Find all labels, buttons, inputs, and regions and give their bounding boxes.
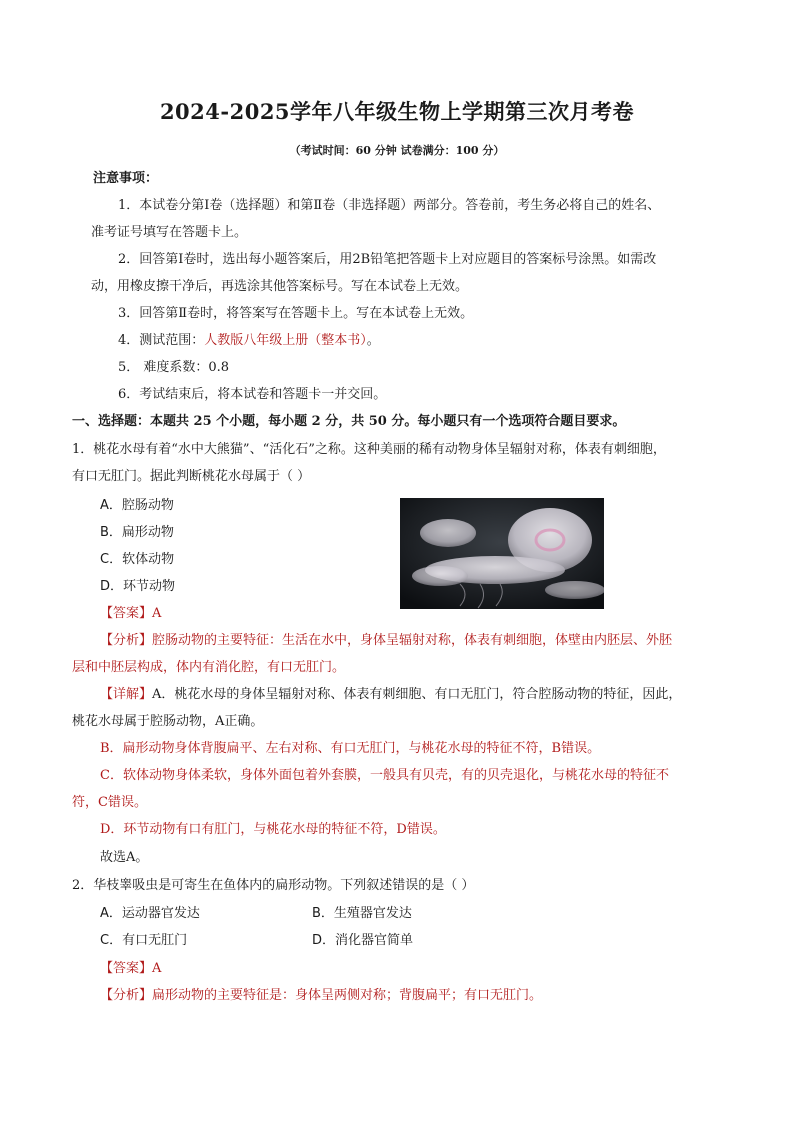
q1-detail-c1: C．软体动物身体柔软，身体外面包着外套膜，一般具有贝壳，有的贝壳退化，与桃花水母的特征不 bbox=[100, 768, 669, 783]
q2-answer-tag: 【答案】 bbox=[100, 961, 153, 976]
note-4-label: 4．测试范围： bbox=[118, 333, 205, 348]
note-4-end: 。 bbox=[366, 333, 380, 348]
note-2a: 2．回答第Ⅰ卷时，选出每小题答案后，用2B铅笔把答题卡上对应题目的答案标号涂黑。如需改 bbox=[118, 252, 657, 267]
note-3: 3．回答第Ⅱ卷时，将答案写在答题卡上。写在本试卷上无效。 bbox=[118, 306, 474, 321]
q1-analysis-tag: 【分析】 bbox=[100, 633, 153, 648]
q2-option-b: B．生殖器官发达 bbox=[312, 906, 412, 921]
note-2b: 动，用橡皮擦干净后，再选涂其他答案标号。写在本试卷上无效。 bbox=[91, 279, 469, 294]
q1-conclusion: 故选A。 bbox=[100, 850, 149, 865]
q2-option-a: A．运动器官发达 bbox=[100, 906, 200, 921]
q1-option-d: D．环节动物 bbox=[100, 579, 176, 594]
note-6: 6．考试结束后，将本试卷和答题卡一并交回。 bbox=[118, 387, 387, 402]
q2-option-d: D．消化器官简单 bbox=[312, 933, 414, 948]
q1-option-b: B．扁形动物 bbox=[100, 525, 174, 540]
q1-detail-c2: 符，C错误。 bbox=[72, 795, 147, 810]
page-title: 2024-2025学年八年级生物上学期第三次月考卷 bbox=[159, 99, 635, 124]
q1-analysis-line2: 层和中胚层构成，体内有消化腔，有口无肛门。 bbox=[72, 660, 346, 675]
q1-analysis-line1 bbox=[100, 632, 672, 650]
q2-option-c: C．有口无肛门 bbox=[100, 933, 188, 948]
q2-analysis bbox=[100, 987, 542, 1005]
q1-stem-line2: 有口无肛门。据此判断桃花水母属于（ ） bbox=[72, 469, 311, 484]
note-1a: 1．本试卷分第Ⅰ卷（选择题）和第Ⅱ卷（非选择题）两部分。答卷前，考生务必将自己的姓名、 bbox=[118, 198, 661, 213]
note-1b: 准考证号填写在答题卡上。 bbox=[91, 225, 248, 240]
q1-answer-value: A bbox=[152, 606, 162, 621]
q1-answer bbox=[100, 605, 161, 623]
q1-detail-line1 bbox=[100, 686, 681, 704]
jellyfish-photo bbox=[400, 498, 604, 609]
exam-info: （考试时间：60 分钟 试卷满分：100 分） bbox=[289, 144, 505, 157]
q1-stem-line1: 1．桃花水母有着“水中大熊猫”、“活化石”之称。这种美丽的稀有动物身体呈辐射对称，体表有刺细胞， bbox=[72, 442, 666, 457]
q1-detail-b: B．扁形动物身体背腹扁平、左右对称、有口无肛门，与桃花水母的特征不符，B错误。 bbox=[100, 741, 601, 756]
q2-answer bbox=[100, 960, 161, 978]
q2-analysis-tag: 【分析】 bbox=[100, 988, 153, 1003]
q1-analysis-text: 腔肠动物的主要特征：生活在水中，身体呈辐射对称，体表有刺细胞，体壁由内胚层、外胚 bbox=[152, 633, 673, 648]
q1-option-a: A．腔肠动物 bbox=[100, 498, 174, 513]
q1-detail-text: A．桃花水母的身体呈辐射对称、体表有刺细胞、有口无肛门，符合腔肠动物的特征，因此， bbox=[152, 687, 682, 702]
q1-detail-tag: 【详解】 bbox=[100, 687, 153, 702]
notes-heading: 注意事项： bbox=[93, 171, 159, 186]
q1-answer-tag: 【答案】 bbox=[100, 606, 153, 621]
q2-analysis-text: 扁形动物的主要特征是：身体呈两侧对称；背腹扁平；有口无肛门。 bbox=[152, 988, 543, 1003]
q1-detail-d: D．环节动物有口有肛门，与桃花水母的特征不符，D错误。 bbox=[100, 822, 446, 837]
section-heading: 一、选择题：本题共 25 个小题，每小题 2 分，共 50 分。每小题只有一个选项符合题目要求。 bbox=[72, 414, 626, 429]
q1-detail-line2: 桃花水母属于腔肠动物，A正确。 bbox=[72, 714, 264, 729]
q1-option-c: C．软体动物 bbox=[100, 552, 175, 567]
q2-stem: 2．华枝睾吸虫是可寄生在鱼体内的扁形动物。下列叙述错误的是（ ） bbox=[72, 878, 475, 893]
q2-answer-value: A bbox=[152, 961, 162, 976]
note-4 bbox=[118, 332, 380, 350]
test-scope: 人教版八年级上册（整本书） bbox=[204, 333, 367, 348]
note-5: 5． 难度系数：0.8 bbox=[118, 360, 230, 375]
